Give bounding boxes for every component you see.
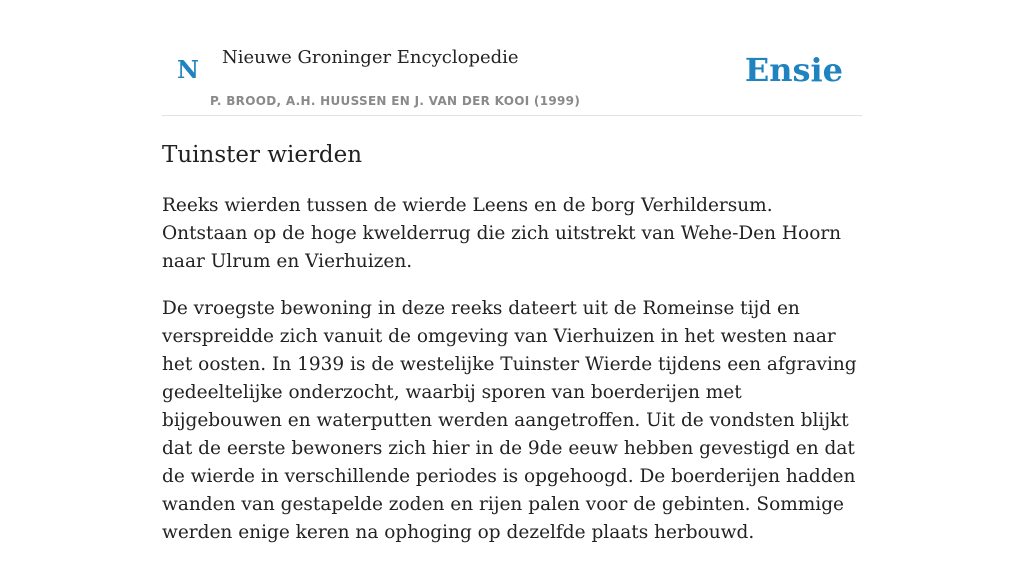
book-title-link[interactable]: Nieuwe Groninger Encyclopedie — [222, 47, 519, 68]
entry-title: Tuinster wierden — [162, 142, 363, 168]
entry-body — [162, 192, 862, 566]
page-container — [162, 0, 862, 543]
ensie-brand-logo[interactable]: Ensie — [744, 51, 843, 89]
book-header — [162, 0, 862, 116]
book-authors: P. BROOD, A.H. HUUSSEN EN J. VAN DER KOOI (1999) — [210, 94, 581, 108]
book-logo[interactable]: N — [177, 55, 199, 84]
entry-paragraph: De vroegste bewoning in deze reeks dateert uit de Romeinse tijd en verspreidde zich vanuit de omgeving van Vierhuizen in het westen naar het oosten. In 1939 is de westelijke Tuinster Wierde tijdens een afgraving gedeeltelijke onderzocht, waarbij sporen van boerderijen met bijgebouwen en waterputten werden aangetroffen. Uit de vondsten blijkt dat de eerste bewoners zich hier in de 9de eeuw hebben gevestigd en dat de wierde in verschillende periodes is opgehoogd. De boerderijen hadden wanden van gestapelde zoden en rijen palen voor de gebinten. Sommige werden enige keren na ophoging op dezelfde plaats herbouwd. — [162, 298, 857, 543]
entry-paragraph: Reeks wierden tussen de wierde Leens en de borg Verhildersum. Ontstaan op de hoge kwelderrug die zich uitstrekt van Wehe-Den Hoorn naar Ulrum en Vierhuizen. — [162, 195, 842, 272]
